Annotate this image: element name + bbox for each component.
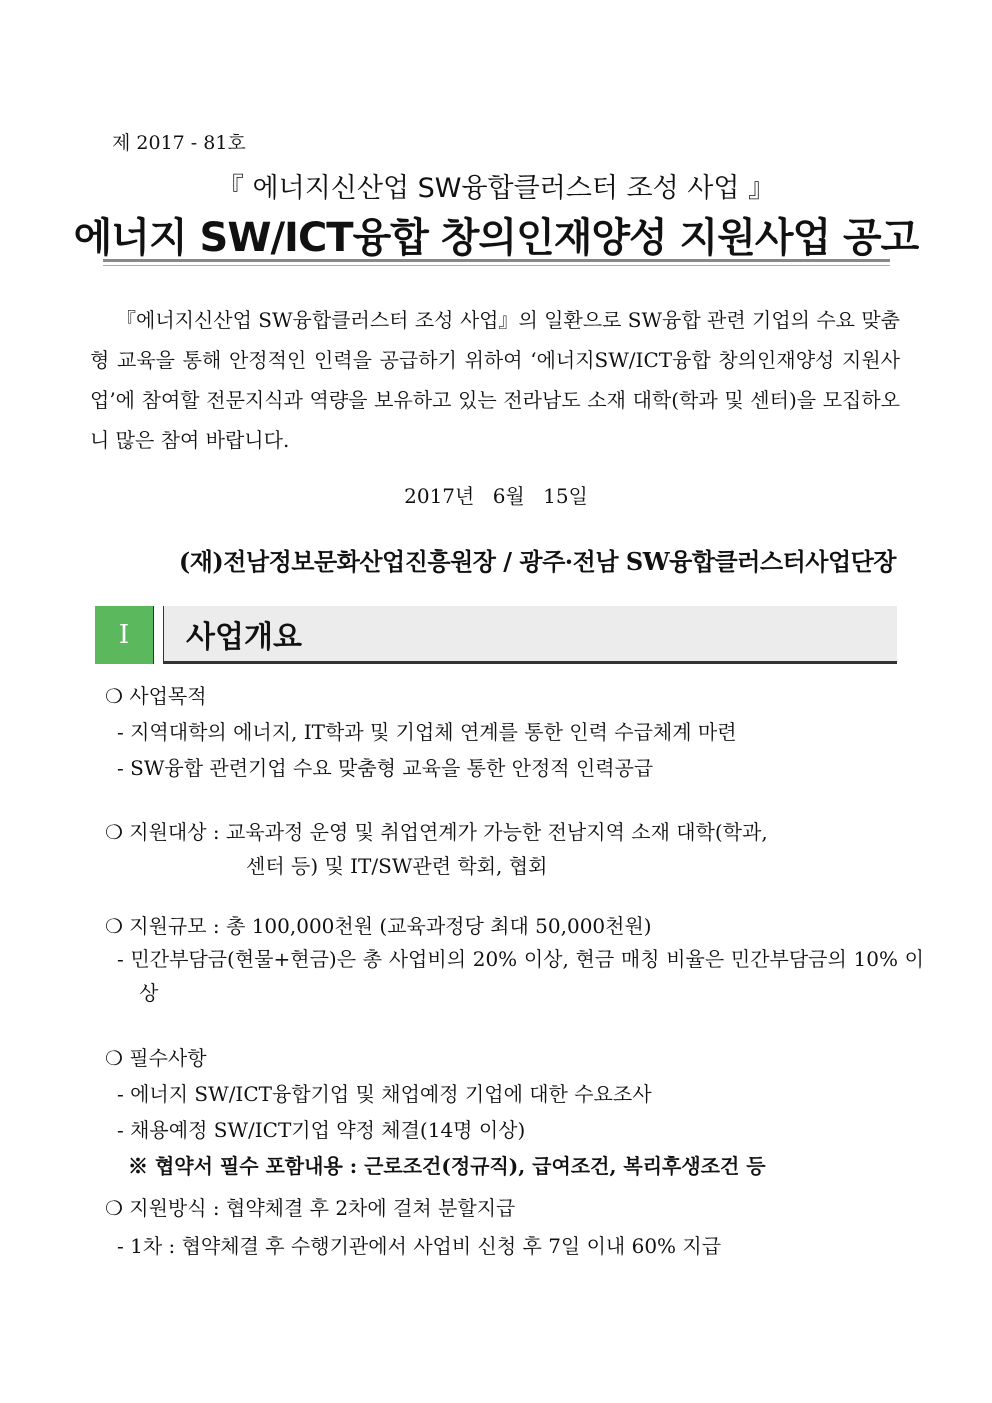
scale-line: ❍ 지원규모 : 총 100,000천원 (교육과정당 최대 50,000천원) bbox=[105, 914, 652, 938]
section-number-badge: I bbox=[95, 606, 153, 664]
required-item-1: - 에너지 SW/ICT융합기업 및 채업예정 기업에 대한 수요조사 bbox=[117, 1082, 652, 1106]
method-line: ❍ 지원방식 : 협약체결 후 2차에 걸쳐 분할지급 bbox=[105, 1196, 516, 1220]
target-line-1: ❍ 지원대상 : 교육과정 운영 및 취업연계가 가능한 전남지역 소재 대학(학과, bbox=[105, 820, 768, 844]
scale-note: - 민간부담금(현물+현금)은 총 사업비의 20% 이상, 현금 매칭 비율은 민간부담금의 10% 이상 bbox=[117, 947, 924, 1005]
intro-paragraph: 『에너지신산업 SW융합클러스터 조성 사업』의 일환으로 SW융합 관련 기업의 수요 맞춤형 교육을 통해 안정적인 인력을 공급하기 위하여 ‘에너지SW/ICT융합 창의인재양성 지원사업’에 참여할 전문지식과 역량을 보유하고 있는 전라남도 소재 대학(학과 및 센터)을 모집하오니 많은 참여 바랍니다. bbox=[90, 308, 900, 452]
document-title: 에너지 SW/ICT융합 창의인재양성 지원사업 공고 bbox=[73, 215, 919, 261]
required-item-2: - 채용예정 SW/ICT기업 약정 체결(14명 이상) bbox=[117, 1118, 526, 1142]
purpose-item-2: - SW융합 관련기업 수요 맞춤형 교육을 통한 안정적 인력공급 bbox=[117, 756, 654, 780]
method-item-1: - 1차 : 협약체결 후 수행기관에서 사업비 신청 후 7일 이내 60% 지급 bbox=[117, 1234, 722, 1258]
required-note: ※ 협약서 필수 포함내용 : 근로조건(정규직), 급여조건, 복리후생조건 등 bbox=[128, 1154, 766, 1178]
document-number: 제 2017 - 81호 bbox=[112, 132, 246, 154]
purpose-heading: ❍ 사업목적 bbox=[105, 684, 207, 708]
issuer: (재)전남정보문화산업진흥원장 / 광주·전남 SW융합클러스터사업단장 bbox=[178, 547, 896, 576]
title-divider bbox=[103, 259, 890, 266]
required-heading: ❍ 필수사항 bbox=[105, 1046, 207, 1070]
announcement-date: 2017년 6월 15일 bbox=[404, 484, 588, 508]
target-line-2: 센터 등) 및 IT/SW관련 학회, 협회 bbox=[246, 854, 548, 878]
purpose-item-1: - 지역대학의 에너지, IT학과 및 기업체 연계를 통한 인력 수급체계 마련 bbox=[117, 720, 737, 744]
section-title: 사업개요 bbox=[186, 620, 302, 655]
document-subtitle: 『 에너지신산업 SW융합클러스터 조성 사업 』 bbox=[216, 173, 776, 204]
